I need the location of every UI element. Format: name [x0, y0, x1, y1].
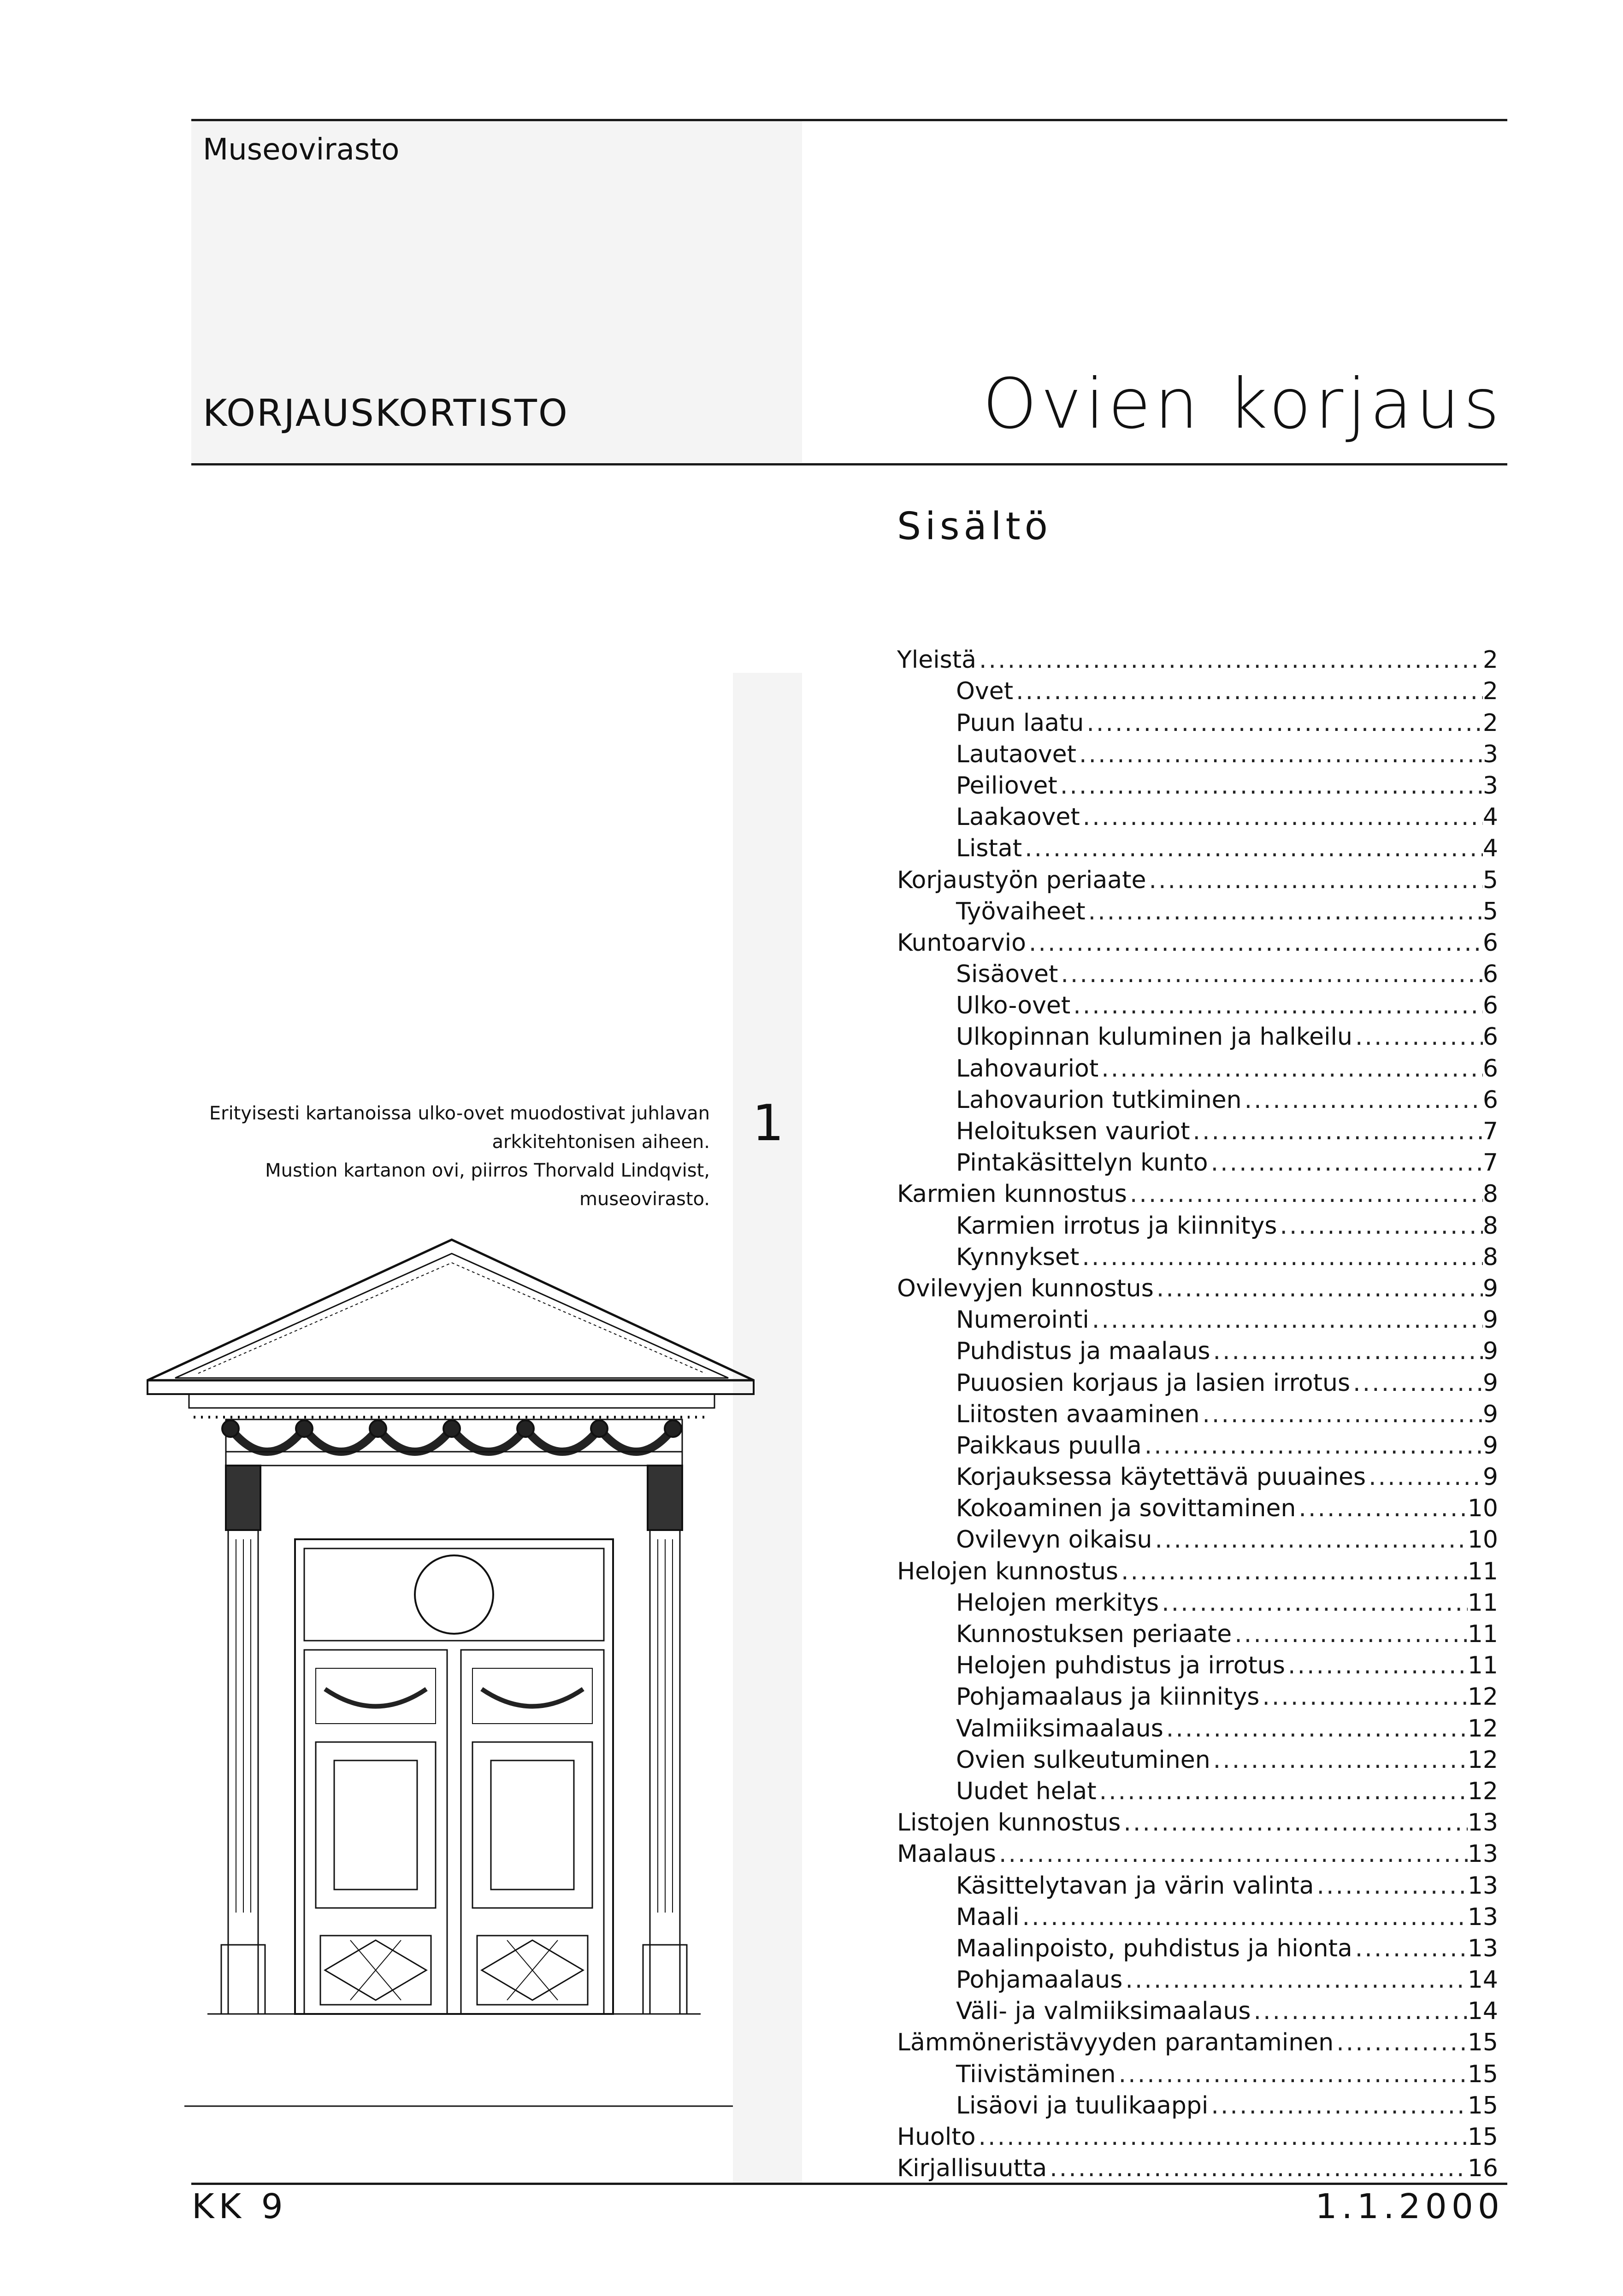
toc-entry-title: Maalinpoisto, puhdistus ja hionta	[956, 1934, 1352, 1962]
toc-entry-page: 13	[1467, 1809, 1498, 1837]
toc-leader-dots	[1020, 1902, 1468, 1933]
toc-entry-page: 7	[1482, 1118, 1498, 1145]
toc-entry-page: 2	[1482, 646, 1498, 674]
toc-entry-page: 10	[1467, 1495, 1498, 1523]
toc-entry-title: Kunnostuksen periaate	[956, 1620, 1232, 1648]
toc-leader-dots	[1210, 1336, 1482, 1367]
toc-entry-title: Valmiiksimaalaus	[956, 1714, 1163, 1743]
toc-entry	[897, 707, 1498, 738]
toc-entry-title: Paikkaus puulla	[956, 1431, 1142, 1460]
toc-entry	[897, 1555, 1498, 1587]
top-rule	[191, 119, 1507, 121]
toc-entry-page: 11	[1467, 1620, 1498, 1648]
caption-line: Mustion kartanon ovi, piirros Thorvald Lindqvist,	[265, 1160, 710, 1181]
toc-entry	[897, 896, 1498, 927]
toc-leader-dots	[1089, 1304, 1483, 1336]
toc-entry	[897, 864, 1498, 895]
toc-entry-page: 6	[1482, 1054, 1498, 1083]
toc-entry-title: Väli- ja valmiiksimaalaus	[956, 1997, 1251, 2025]
toc-entry-title: Listojen kunnostus	[897, 1809, 1121, 1837]
toc-leader-dots	[1251, 1996, 1467, 2027]
toc-entry	[897, 770, 1498, 801]
toc-entry	[897, 1524, 1498, 1555]
toc-entry-title: Ovilevyjen kunnostus	[897, 1274, 1154, 1302]
publication-date: 1.1.2000	[1315, 2187, 1504, 2226]
toc-entry-title: Ovien sulkeutuminen	[956, 1746, 1210, 1774]
toc-leader-dots	[1232, 1619, 1468, 1650]
toc-entry-page: 13	[1467, 1840, 1498, 1868]
toc-entry-page: 11	[1467, 1557, 1498, 1585]
toc-entry	[897, 1053, 1498, 1084]
toc-leader-dots	[1350, 1367, 1483, 1399]
toc-entry	[897, 1996, 1498, 2027]
header-bottom-rule	[191, 463, 1507, 465]
toc-leader-dots	[1118, 1556, 1468, 1587]
toc-entry	[897, 1933, 1498, 1964]
toc-entry	[897, 2090, 1498, 2121]
toc-leader-dots	[1086, 896, 1483, 927]
toc-entry-page: 9	[1482, 1431, 1498, 1460]
toc-entry-title: Uudet helat	[956, 1777, 1097, 1805]
toc-leader-dots	[1159, 1587, 1468, 1619]
toc-leader-dots	[1208, 1147, 1483, 1178]
toc-entry	[897, 1713, 1498, 1744]
toc-entry-title: Liitosten avaaminen	[956, 1400, 1200, 1428]
toc-leader-dots	[1259, 1681, 1468, 1713]
toc-leader-dots	[1121, 1807, 1467, 1838]
publisher-name: Museovirasto	[203, 133, 400, 167]
toc-entry-page: 12	[1467, 1777, 1498, 1805]
toc-entry-page: 6	[1482, 929, 1498, 957]
toc-leader-dots	[1122, 1964, 1467, 1996]
toc-leader-dots	[1080, 801, 1483, 833]
toc-entry-page: 15	[1467, 2060, 1498, 2088]
toc-entry-page: 15	[1467, 2091, 1498, 2119]
toc-entry-page: 6	[1482, 992, 1498, 1020]
toc-entry	[897, 1744, 1498, 1776]
toc-entry-title: Lautaovet	[956, 740, 1077, 768]
toc-entry	[897, 1399, 1498, 1430]
toc-entry	[897, 1681, 1498, 1713]
toc-leader-dots	[1190, 1116, 1482, 1147]
toc-entry-title: Yleistä	[897, 646, 976, 674]
toc-entry-page: 6	[1482, 960, 1498, 989]
toc-entry-title: Pintakäsittelyn kunto	[956, 1149, 1208, 1177]
toc-leader-dots	[1058, 959, 1483, 990]
toc-entry	[897, 990, 1498, 1021]
toc-entry	[897, 1902, 1498, 1933]
toc-entry-page: 2	[1482, 677, 1498, 706]
toc-entry-title: Korjaustyön periaate	[897, 866, 1146, 894]
toc-leader-dots	[1097, 1776, 1468, 1807]
toc-entry-page: 6	[1482, 1086, 1498, 1114]
toc-entry-page: 14	[1467, 1966, 1498, 1994]
toc-entry-page: 15	[1467, 2123, 1498, 2151]
toc-entry	[897, 1273, 1498, 1304]
toc-entry-page: 3	[1482, 771, 1498, 800]
toc-leader-dots	[976, 2121, 1468, 2153]
toc-entry-page: 8	[1482, 1243, 1498, 1271]
toc-entry-page: 8	[1482, 1212, 1498, 1240]
toc-entry-title: Kokoaminen ja sovittaminen	[956, 1495, 1296, 1523]
toc-leader-dots	[1154, 1273, 1483, 1304]
toc-entry	[897, 2058, 1498, 2090]
toc-entry-title: Lahovaurion tutkiminen	[956, 1086, 1242, 1114]
toc-entry-page: 13	[1467, 1934, 1498, 1962]
toc-entry-page: 11	[1467, 1652, 1498, 1680]
toc-entry-title: Käsittelytavan ja värin valinta	[956, 1872, 1314, 1900]
toc-leader-dots	[1334, 2027, 1468, 2058]
toc-entry	[897, 1242, 1498, 1273]
caption-line: arkkitehtonisen aiheen.	[492, 1131, 710, 1153]
toc-leader-dots	[1142, 1430, 1483, 1461]
toc-entry-page: 4	[1482, 803, 1498, 831]
toc-leader-dots	[1314, 1870, 1468, 1902]
toc-entry	[897, 1210, 1498, 1241]
toc-entry-page: 11	[1467, 1589, 1498, 1617]
toc-leader-dots	[1285, 1650, 1468, 1681]
toc-entry	[897, 1367, 1498, 1398]
toc-entry	[897, 959, 1498, 990]
toc-entry-title: Lämmöneristävyyden parantaminen	[897, 2029, 1334, 2057]
toc-entry-title: Huolto	[897, 2123, 976, 2151]
toc-entry	[897, 1084, 1498, 1116]
toc-entry	[897, 739, 1498, 770]
toc-leader-dots	[1057, 770, 1483, 801]
toc-entry-title: Numerointi	[956, 1306, 1089, 1334]
toc-entry-title: Puhdistus ja maalaus	[956, 1337, 1210, 1366]
toc-entry-page: 7	[1482, 1149, 1498, 1177]
toc-entry-page: 3	[1482, 740, 1498, 768]
toc-entry	[897, 1147, 1498, 1178]
toc-leader-dots	[1366, 1461, 1483, 1493]
toc-entry-page: 12	[1467, 1683, 1498, 1711]
toc-entry	[897, 1964, 1498, 1996]
table-of-contents	[897, 644, 1498, 2184]
toc-leader-dots	[1026, 927, 1483, 959]
toc-entry	[897, 1461, 1498, 1493]
toc-entry	[897, 2027, 1498, 2058]
toc-leader-dots	[1079, 1242, 1483, 1273]
toc-entry-title: Lahovauriot	[956, 1054, 1099, 1083]
toc-entry	[897, 1493, 1498, 1524]
toc-entry-title: Ulkopinnan kuluminen ja halkeilu	[956, 1023, 1352, 1051]
toc-entry-title: Korjauksessa käytettävä puuaines	[956, 1463, 1366, 1491]
toc-entry-page: 4	[1482, 835, 1498, 863]
toc-entry-title: Puuosien korjaus ja lasien irrotus	[956, 1369, 1351, 1397]
toc-entry-page: 9	[1482, 1369, 1498, 1397]
toc-entry	[897, 1650, 1498, 1681]
toc-entry-title: Heloituksen vauriot	[956, 1118, 1190, 1145]
caption-line: museovirasto.	[579, 1189, 710, 1210]
series-name: KORJAUSKORTISTO	[203, 392, 569, 435]
toc-entry-title: Tiivistäminen	[956, 2060, 1116, 2088]
toc-leader-dots	[1296, 1493, 1467, 1524]
toc-entry-title: Lisäovi ja tuulikaappi	[956, 2091, 1209, 2119]
toc-entry	[897, 1870, 1498, 1901]
toc-entry	[897, 1116, 1498, 1147]
toc-entry-title: Puun laatu	[956, 709, 1084, 737]
toc-entry-page: 10	[1467, 1526, 1498, 1554]
toc-leader-dots	[1210, 1744, 1468, 1776]
toc-entry-title: Työvaiheet	[956, 897, 1086, 925]
toc-entry	[897, 644, 1498, 676]
toc-leader-dots	[1199, 1399, 1483, 1430]
toc-entry-page: 15	[1467, 2029, 1498, 2057]
toc-entry-page: 5	[1482, 897, 1498, 925]
toc-entry	[897, 1587, 1498, 1619]
toc-entry-title: Peiliovet	[956, 771, 1057, 800]
toc-entry	[897, 833, 1498, 864]
toc-leader-dots	[1013, 676, 1483, 707]
toc-leader-dots	[1277, 1210, 1483, 1242]
toc-leader-dots	[1208, 2090, 1467, 2121]
toc-entry-title: Karmien kunnostus	[897, 1180, 1127, 1208]
toc-entry-page: 12	[1467, 1714, 1498, 1743]
toc-entry-title: Kynnykset	[956, 1243, 1080, 1271]
card-number: 1	[752, 1095, 784, 1152]
toc-entry-title: Pohjamaalaus	[956, 1966, 1123, 1994]
toc-entry-page: 13	[1467, 1903, 1498, 1931]
toc-leader-dots	[1076, 739, 1483, 770]
toc-heading: Sisältö	[897, 505, 1052, 548]
toc-entry-title: Ovet	[956, 677, 1014, 706]
toc-entry-title: Maalaus	[897, 1840, 996, 1868]
toc-entry	[897, 2121, 1498, 2153]
toc-leader-dots	[1352, 1021, 1483, 1053]
toc-leader-dots	[976, 644, 1483, 676]
toc-entry	[897, 1838, 1498, 1870]
toc-leader-dots	[1047, 2153, 1468, 2184]
toc-leader-dots	[1242, 1084, 1483, 1116]
figure-caption	[184, 1099, 710, 1213]
toc-leader-dots	[1352, 1933, 1468, 1964]
toc-leader-dots	[1152, 1524, 1467, 1555]
toc-entry-page: 9	[1482, 1337, 1498, 1366]
card-code: KK 9	[192, 2187, 288, 2226]
toc-leader-dots	[1022, 833, 1483, 864]
toc-entry	[897, 1304, 1498, 1336]
toc-entry-page: 6	[1482, 1023, 1498, 1051]
toc-entry	[897, 1776, 1498, 1807]
toc-entry	[897, 676, 1498, 707]
toc-entry-title: Karmien irrotus ja kiinnitys	[956, 1212, 1277, 1240]
toc-entry-title: Maali	[956, 1903, 1020, 1931]
toc-entry-title: Listat	[956, 835, 1022, 863]
toc-entry-page: 9	[1482, 1400, 1498, 1428]
toc-leader-dots	[1098, 1053, 1483, 1084]
toc-leader-dots	[1146, 865, 1482, 896]
toc-entry-page: 13	[1467, 1872, 1498, 1900]
caption-line: Erityisesti kartanoissa ulko-ovet muodostivat juhlavan	[209, 1103, 710, 1124]
toc-entry-title: Ulko-ovet	[956, 992, 1071, 1020]
toc-entry-page: 2	[1482, 709, 1498, 737]
toc-entry-title: Laakaovet	[956, 803, 1080, 831]
toc-leader-dots	[1116, 2059, 1468, 2090]
toc-entry-page: 16	[1467, 2155, 1498, 2183]
toc-entry-title: Helojen kunnostus	[897, 1557, 1119, 1585]
toc-entry	[897, 927, 1498, 959]
toc-entry-page: 12	[1467, 1746, 1498, 1774]
toc-entry	[897, 1178, 1498, 1210]
toc-entry	[897, 1021, 1498, 1053]
toc-leader-dots	[1070, 990, 1483, 1021]
toc-entry-title: Pohjamaalaus ja kiinnitys	[956, 1683, 1260, 1711]
toc-entry-page: 9	[1482, 1463, 1498, 1491]
toc-entry-page: 9	[1482, 1274, 1498, 1302]
toc-entry-title: Ovilevyn oikaisu	[956, 1526, 1152, 1554]
toc-entry-title: Kirjallisuutta	[897, 2155, 1047, 2183]
toc-entry	[897, 801, 1498, 833]
toc-entry	[897, 1619, 1498, 1650]
toc-entry-page: 14	[1467, 1997, 1498, 2025]
toc-entry-title: Helojen puhdistus ja irrotus	[956, 1652, 1285, 1680]
toc-entry-page: 5	[1482, 866, 1498, 894]
toc-leader-dots	[996, 1838, 1468, 1870]
toc-entry-page: 8	[1482, 1180, 1498, 1208]
toc-entry	[897, 2153, 1498, 2184]
toc-leader-dots	[1163, 1713, 1468, 1744]
toc-entry-title: Helojen merkitys	[956, 1589, 1159, 1617]
toc-entry	[897, 1336, 1498, 1367]
toc-leader-dots	[1127, 1178, 1483, 1210]
toc-entry-title: Sisäovet	[956, 960, 1058, 989]
toc-entry	[897, 1807, 1498, 1838]
toc-entry-title: Kuntoarvio	[897, 929, 1026, 957]
toc-leader-dots	[1084, 707, 1483, 739]
toc-entry-page: 9	[1482, 1306, 1498, 1334]
toc-entry	[897, 1430, 1498, 1461]
page-title: Ovien korjaus	[982, 364, 1503, 444]
door-illustration	[138, 1235, 765, 2115]
